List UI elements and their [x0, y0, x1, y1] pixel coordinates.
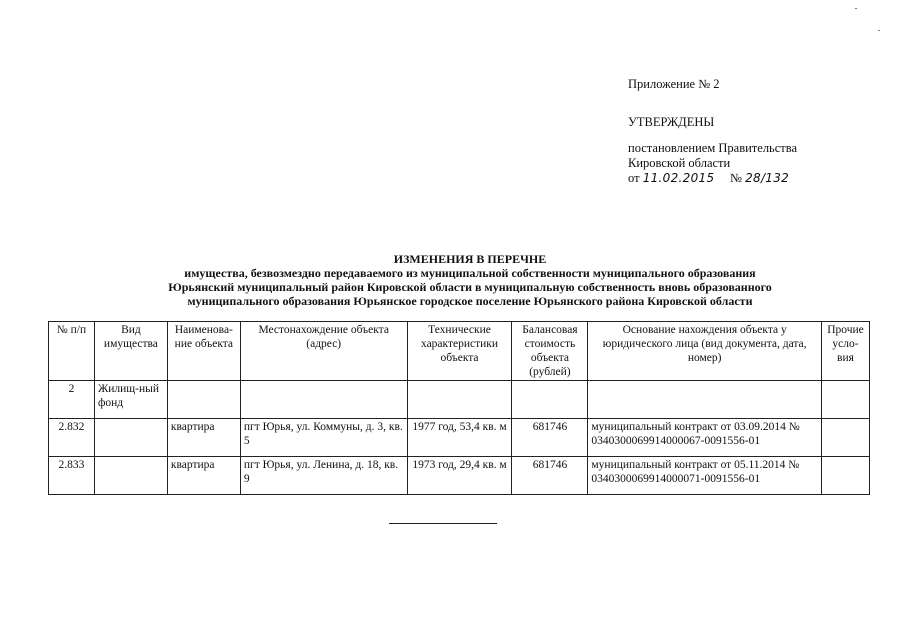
table-cell — [821, 419, 869, 457]
table-cell — [821, 457, 869, 495]
table-cell — [512, 381, 588, 419]
header-cell: Местонахождение объекта (адрес) — [240, 322, 407, 381]
header-cell: Прочие усло-вия — [821, 322, 869, 381]
table-cell: пгт Юрья, ул. Ленина, д. 18, кв. 9 — [240, 457, 407, 495]
header-cell: № п/п — [49, 322, 95, 381]
header-cell: Вид имущества — [94, 322, 167, 381]
table-cell: 1973 год, 29,4 кв. м — [407, 457, 512, 495]
end-separator-line — [389, 523, 497, 524]
table-row — [49, 419, 870, 457]
title-line-4: муниципального образования Юрьянское городское поселение Юрьянского района Кировской области — [187, 294, 753, 308]
number-prefix: № — [730, 171, 742, 185]
approved-label: УТВЕРЖДЕНЫ — [628, 115, 715, 129]
decree-date-line — [628, 171, 868, 186]
header-cell: Балансовая стоимость объекта (рублей) — [512, 322, 588, 381]
approved-by-line-1: постановлением Правительства — [628, 141, 798, 155]
table-cell — [240, 381, 407, 419]
table-header-row — [49, 322, 870, 381]
table-cell: 2.833 — [49, 457, 95, 495]
table-cell: квартира — [167, 419, 240, 457]
approved-by-line-2: Кировской области — [628, 156, 731, 170]
table-cell — [821, 381, 869, 419]
date-prefix: от — [628, 171, 640, 185]
table-cell — [588, 381, 822, 419]
table-cell: 681746 — [512, 457, 588, 495]
document-title — [60, 252, 880, 308]
table-cell — [167, 381, 240, 419]
table-cell: 2 — [49, 381, 95, 419]
table-cell — [94, 419, 167, 457]
table-cell: 1977 год, 53,4 кв. м — [407, 419, 512, 457]
table-cell: квартира — [167, 457, 240, 495]
table-row — [49, 457, 870, 495]
approval-block — [628, 77, 868, 186]
scan-speck — [855, 8, 857, 9]
table-cell: 681746 — [512, 419, 588, 457]
table-cell: муниципальный контракт от 03.09.2014 № 0340300069914000067-0091556-01 — [588, 419, 822, 457]
table-cell — [407, 381, 512, 419]
header-cell: Технические характеристики объекта — [407, 322, 512, 381]
title-line-1: ИЗМЕНЕНИЯ В ПЕРЕЧНЕ — [393, 252, 547, 266]
table-cell: 2.832 — [49, 419, 95, 457]
property-table — [48, 321, 870, 495]
header-cell: Наименова-ние объекта — [167, 322, 240, 381]
title-line-2: имущества, безвозмездно передаваемого из муниципальной собственности муниципального образования — [184, 266, 756, 280]
table-cell: пгт Юрья, ул. Коммуны, д. 3, кв. 5 — [240, 419, 407, 457]
decree-number: 28/132 — [745, 171, 790, 185]
appendix-label: Приложение № 2 — [628, 77, 720, 91]
scan-speck — [878, 30, 880, 31]
title-line-3: Юрьянский муниципальный район Кировской области в муниципальную собственность вновь образованного — [168, 280, 772, 294]
table-cell: муниципальный контракт от 05.11.2014 № 0340300069914000071-0091556-01 — [588, 457, 822, 495]
table-cell: Жилищ-ный фонд — [94, 381, 167, 419]
decree-date: 11.02.2015 — [642, 171, 715, 185]
table-row — [49, 381, 870, 419]
header-cell: Основание нахождения объекта у юридического лица (вид документа, дата, номер) — [588, 322, 822, 381]
table-cell — [94, 457, 167, 495]
